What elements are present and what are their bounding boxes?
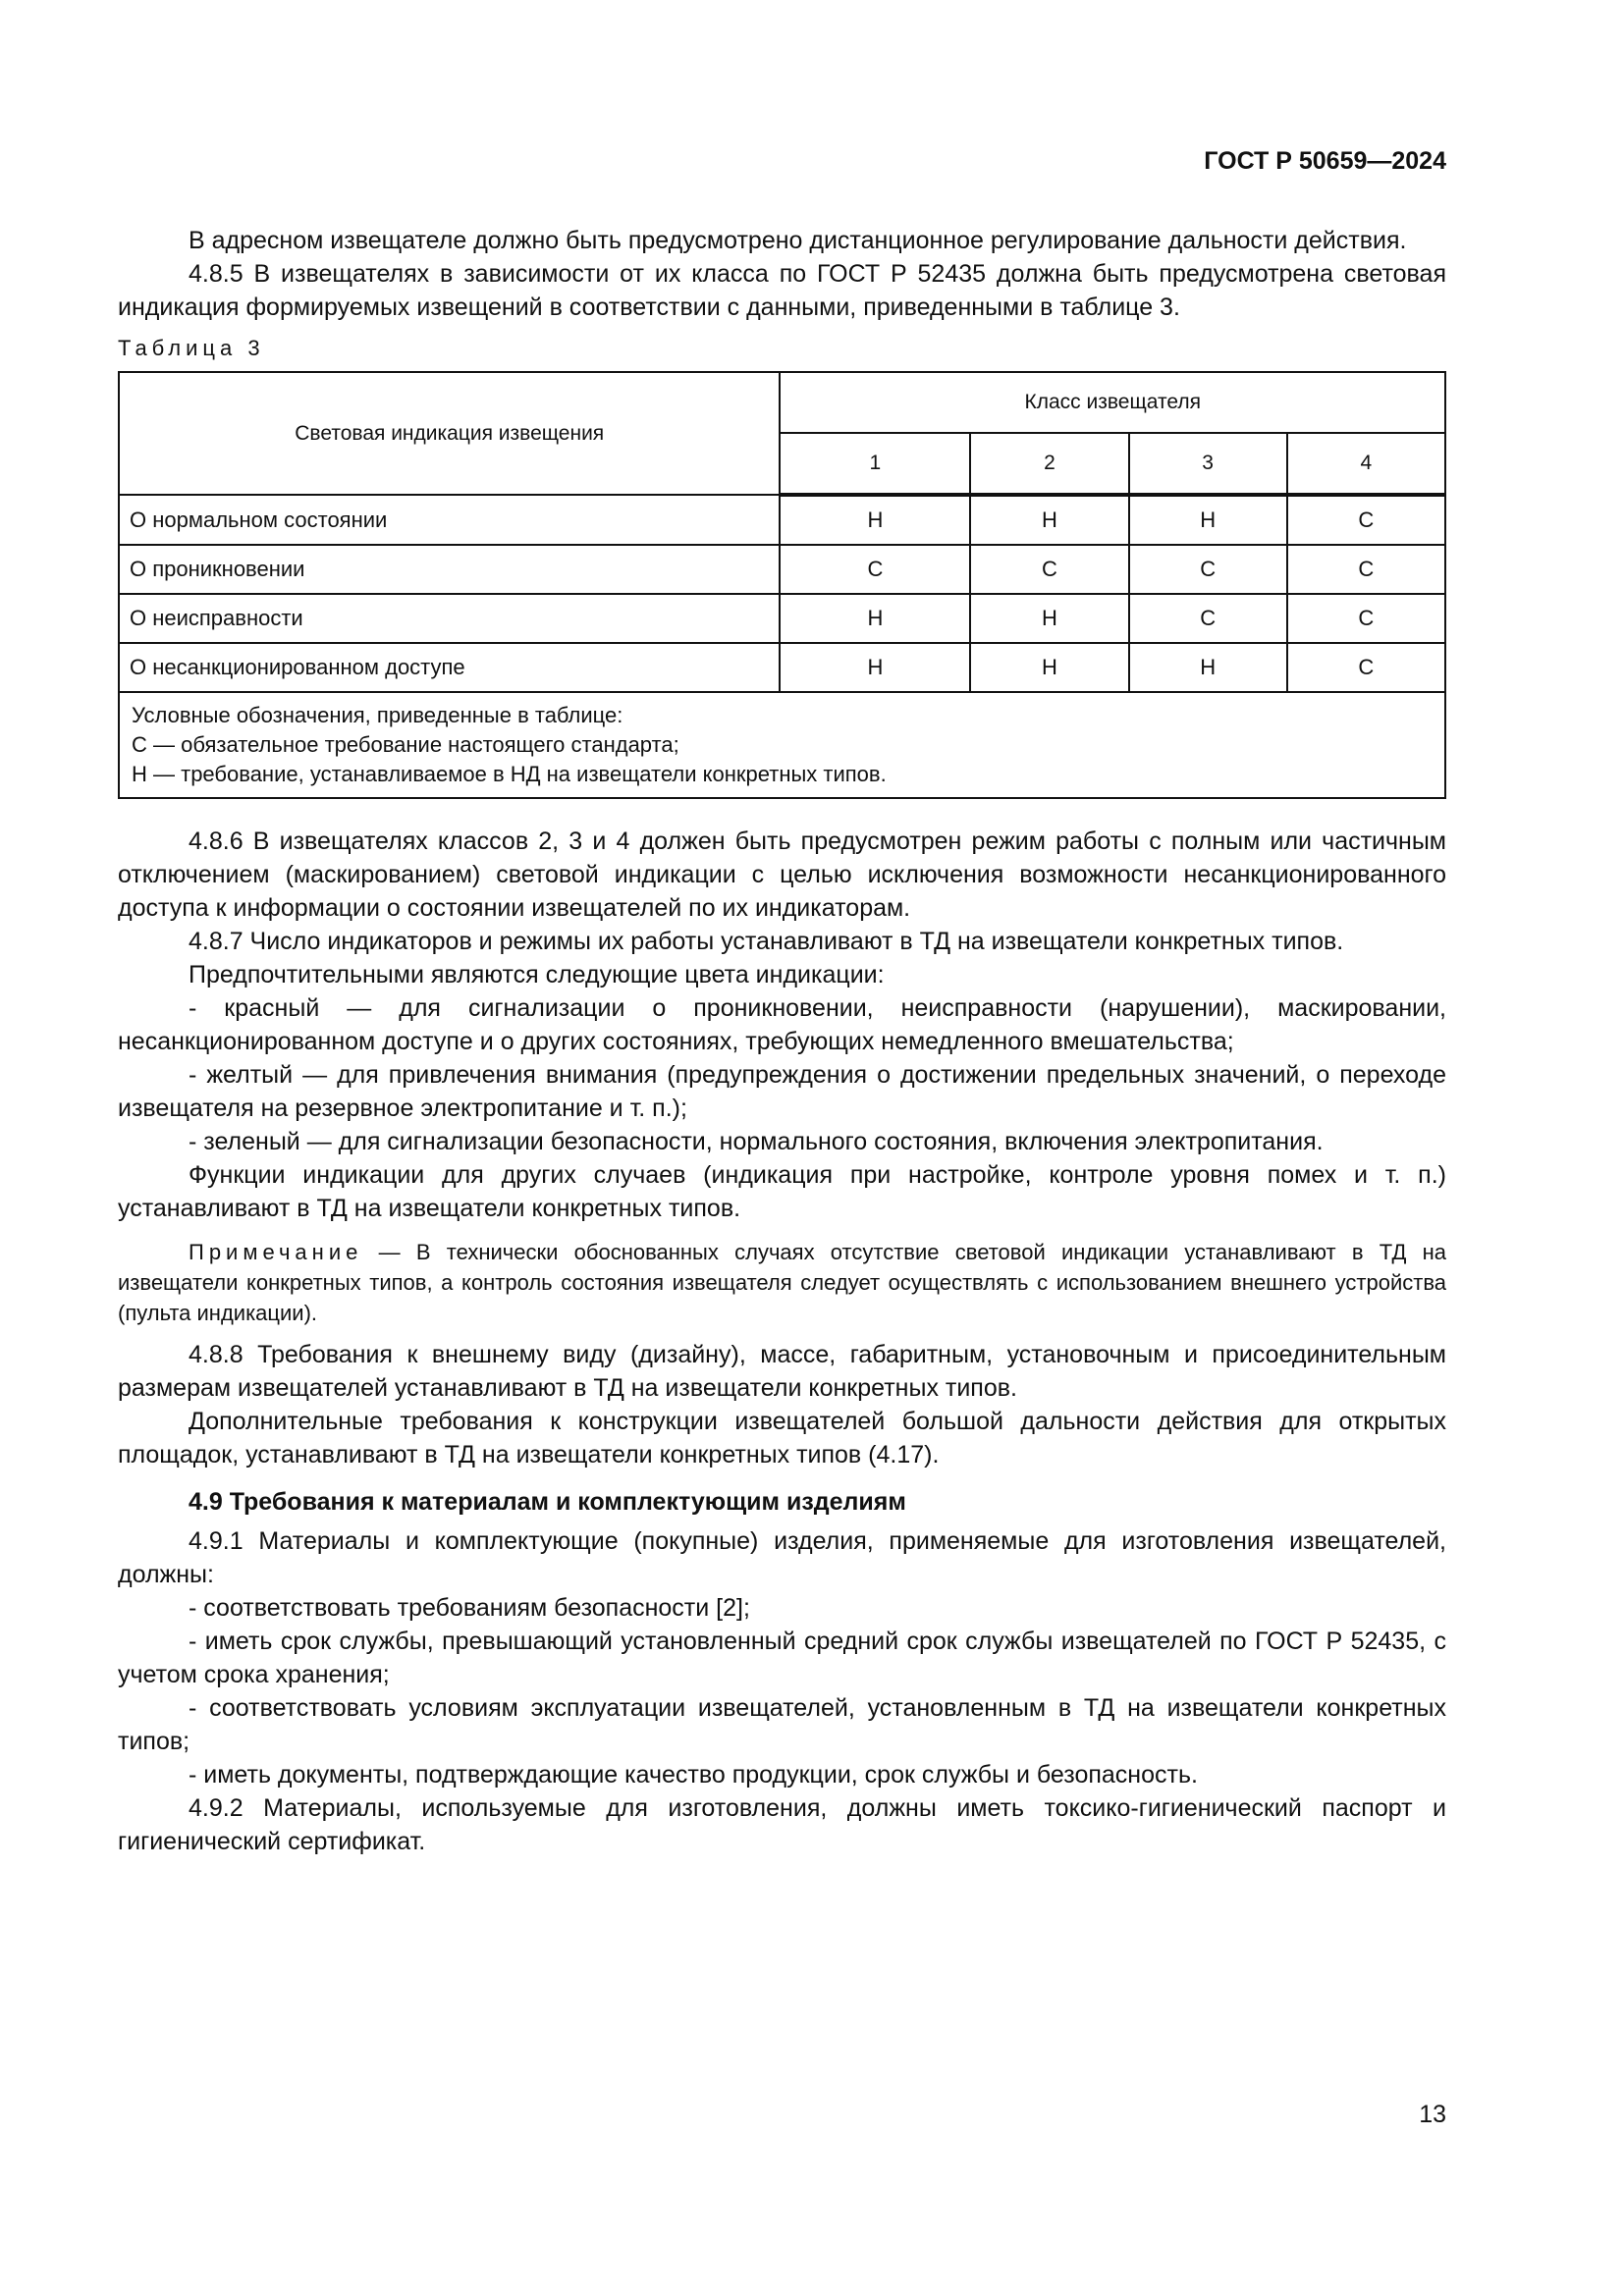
table-col-header: Световая индикация извещения bbox=[119, 372, 780, 495]
list-item: - соответствовать требованиям безопасности [2]; bbox=[189, 1594, 750, 1622]
table-cell: С bbox=[1129, 545, 1287, 594]
paragraph: Предпочтительными являются следующие цвета индикации: bbox=[189, 961, 885, 988]
row-label: О проникновении bbox=[119, 545, 780, 594]
legend-line: Н — требование, устанавливаемое в НД на извещатели конкретных типов. bbox=[132, 762, 887, 786]
paragraph: 4.8.5 В извещателях в зависимости от их класса по ГОСТ Р 52435 должна быть предусмотрена световая индикация формируемых извещений в соответствии с данными, приведенными в таблице 3. bbox=[118, 260, 1446, 321]
note-label: Примечание bbox=[189, 1240, 363, 1264]
list-item: - желтый — для привлечения внимания (предупреждения о достижении предельных значений, о переходе извещателя на резервное электропитание и т. п.); bbox=[118, 1061, 1446, 1122]
list-item: - иметь срок службы, превышающий установленный средний срок службы извещателей по ГОСТ Р 52435, с учетом срока хранения; bbox=[118, 1628, 1446, 1688]
table-row bbox=[119, 545, 1445, 594]
table-legend bbox=[119, 692, 1445, 798]
table-caption: Таблица 3 bbox=[118, 336, 265, 360]
table-cell: Н bbox=[780, 643, 970, 692]
table-cell: Н bbox=[1129, 643, 1287, 692]
table-class-header: 4 bbox=[1287, 433, 1445, 495]
legend-line: Условные обозначения, приведенные в таблице: bbox=[132, 703, 623, 727]
document-id-header: ГОСТ Р 50659—2024 bbox=[1204, 147, 1446, 175]
page-content bbox=[118, 224, 1446, 1858]
section-heading: 4.9 Требования к материалам и комплектующим изделиям bbox=[189, 1488, 906, 1516]
table-cell: Н bbox=[970, 594, 1128, 643]
paragraph: 4.8.6 В извещателях классов 2, 3 и 4 должен быть предусмотрен режим работы с полным или частичным отключением (маскированием) световой индикации с целью исключения возможности несанкционированного доступа к информации о состоянии извещателей по их индикаторам. bbox=[118, 828, 1446, 922]
page-number: 13 bbox=[1419, 2101, 1446, 2128]
table-class-header: 1 bbox=[780, 433, 970, 495]
table-cell: С bbox=[1287, 594, 1445, 643]
list-item: - иметь документы, подтверждающие качество продукции, срок службы и безопасность. bbox=[189, 1761, 1198, 1789]
note bbox=[118, 1237, 1446, 1328]
row-label: О несанкционированном доступе bbox=[119, 643, 780, 692]
row-label: О нормальном состоянии bbox=[119, 495, 780, 545]
table-row bbox=[119, 495, 1445, 545]
table-cell: С bbox=[970, 545, 1128, 594]
paragraph: 4.9.1 Материалы и комплектующие (покупные) изделия, применяемые для изготовления извещателей, должны: bbox=[118, 1527, 1446, 1588]
table-cell: Н bbox=[970, 643, 1128, 692]
table-cell: С bbox=[1129, 594, 1287, 643]
paragraph: 4.8.7 Число индикаторов и режимы их работы устанавливают в ТД на извещатели конкретных типов. bbox=[189, 928, 1344, 955]
table-cell: С bbox=[1287, 545, 1445, 594]
note-text: — В технически обоснованных случаях отсутствие световой индикации устанавливают в ТД на извещатели конкретных типов, а контроль состояния извещателя следует осуществлять с использованием внешнего устройства (пульта индикации). bbox=[118, 1240, 1446, 1325]
table-cell: Н bbox=[1129, 495, 1287, 545]
legend-line: С — обязательное требование настоящего стандарта; bbox=[132, 732, 679, 757]
table-cell: Н bbox=[780, 495, 970, 545]
list-item: - соответствовать условиям эксплуатации извещателей, установленным в ТД на извещатели конкретных типов; bbox=[118, 1694, 1446, 1755]
paragraph: Дополнительные требования к конструкции извещателей большой дальности действия для открытых площадок, устанавливают в ТД на извещатели конкретных типов (4.17). bbox=[118, 1408, 1446, 1468]
list-item: - красный — для сигнализации о проникновении, неисправности (нарушении), маскировании, несанкционированном доступе и о других состояниях, требующих немедленного вмешательства; bbox=[118, 994, 1446, 1055]
table-cell: С bbox=[1287, 643, 1445, 692]
table-group-header: Класс извещателя bbox=[780, 372, 1445, 433]
table-row bbox=[119, 643, 1445, 692]
table-cell: Н bbox=[780, 594, 970, 643]
paragraph: 4.9.2 Материалы, используемые для изготовления, должны иметь токсико-гигиенический паспорт и гигиенический сертификат. bbox=[118, 1794, 1446, 1855]
list-item: - зеленый — для сигнализации безопасности, нормального состояния, включения электропитания. bbox=[189, 1128, 1324, 1155]
paragraph: Функции индикации для других случаев (индикация при настройке, контроле уровня помех и т. п.) устанавливают в ТД на извещатели конкретных типов. bbox=[118, 1161, 1446, 1222]
table-cell: С bbox=[1287, 495, 1445, 545]
table-cell: Н bbox=[970, 495, 1128, 545]
table-class-header: 3 bbox=[1129, 433, 1287, 495]
table-class-header: 2 bbox=[970, 433, 1128, 495]
table-legend-row bbox=[119, 692, 1445, 798]
paragraph: В адресном извещателе должно быть предусмотрено дистанционное регулирование дальности действия. bbox=[189, 227, 1407, 254]
table-cell: С bbox=[780, 545, 970, 594]
indication-table bbox=[118, 371, 1446, 799]
row-label: О неисправности bbox=[119, 594, 780, 643]
paragraph: 4.8.8 Требования к внешнему виду (дизайну), массе, габаритным, установочным и присоединительным размерам извещателей устанавливают в ТД на извещатели конкретных типов. bbox=[118, 1341, 1446, 1402]
table-row bbox=[119, 594, 1445, 643]
